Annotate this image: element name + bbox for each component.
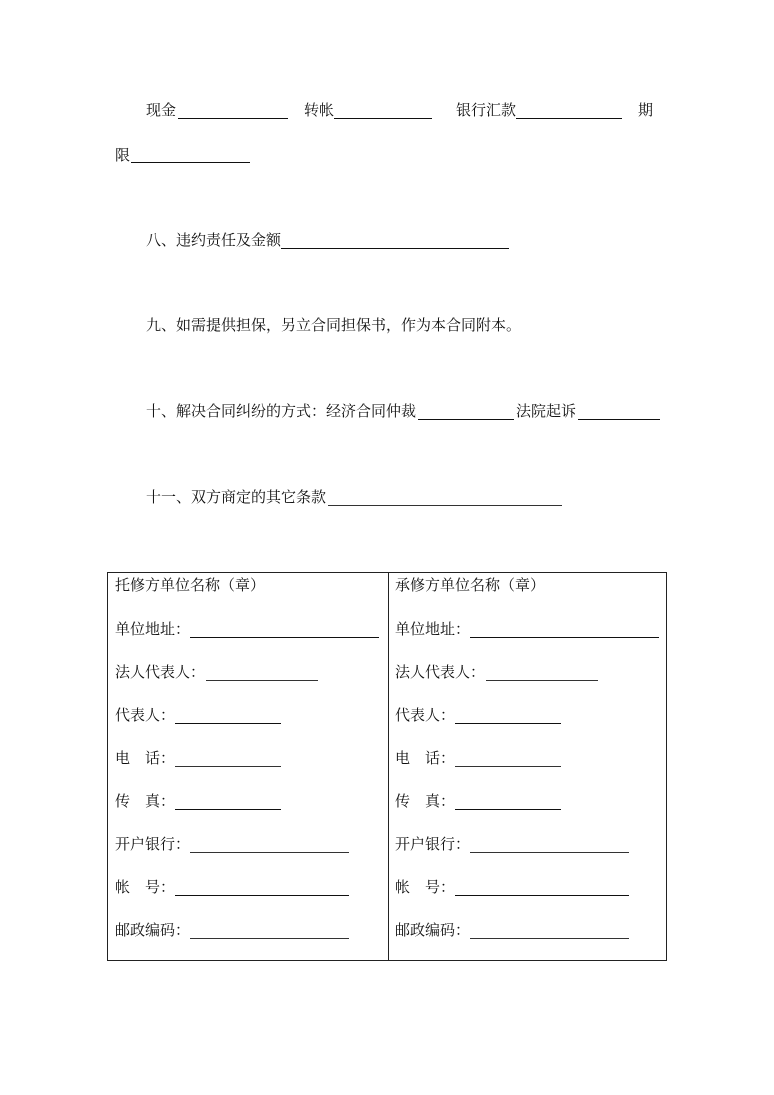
client-account-field[interactable] [175, 895, 349, 896]
client-fax-label: 传 真： [115, 792, 176, 810]
contractor-postcode-label: 邮政编码： [395, 921, 471, 939]
term-label-part1: 期 [638, 101, 654, 119]
court-label: 法院起诉 [516, 402, 577, 420]
contractor-address-field[interactable] [470, 637, 659, 638]
term-label-part2: 限 [115, 146, 131, 164]
arbitration-blank[interactable] [418, 419, 514, 420]
contractor-bank-label: 开户银行： [395, 835, 471, 853]
contractor-bank-field[interactable] [470, 852, 629, 853]
court-blank[interactable] [578, 419, 660, 420]
cash-blank[interactable] [178, 118, 288, 119]
client-phone-field[interactable] [175, 766, 281, 767]
contractor-address-label: 单位地址： [395, 620, 471, 638]
clause-10-text: 十、解决合同纠纷的方式：经济合同仲裁 [146, 402, 417, 420]
contractor-legal-rep-label: 法人代表人： [395, 663, 486, 681]
contractor-rep-label: 代表人： [395, 706, 456, 724]
contractor-phone-label: 电 话： [395, 749, 456, 767]
bank-remit-label: 银行汇款 [456, 101, 517, 119]
client-postcode-label: 邮政编码： [115, 921, 191, 939]
contractor-title: 承修方单位名称（章） [395, 576, 546, 594]
client-title: 托修方单位名称（章） [115, 576, 266, 594]
contractor-phone-field[interactable] [455, 766, 561, 767]
clause-8-text: 八、违约责任及金额 [146, 231, 282, 249]
client-column [108, 573, 387, 960]
client-phone-label: 电 话： [115, 749, 176, 767]
client-postcode-field[interactable] [190, 938, 349, 939]
client-legal-rep-field[interactable] [206, 680, 318, 681]
client-fax-field[interactable] [175, 809, 281, 810]
client-address-field[interactable] [190, 637, 379, 638]
transfer-blank[interactable] [334, 118, 432, 119]
contractor-account-field[interactable] [455, 895, 629, 896]
client-legal-rep-label: 法人代表人： [115, 663, 206, 681]
clause-11-blank[interactable] [328, 505, 562, 506]
signature-table [107, 572, 667, 961]
clause-9-text: 九、如需提供担保，另立合同担保书，作为本合同附本。 [146, 316, 522, 334]
contractor-column [388, 573, 667, 960]
client-address-label: 单位地址： [115, 620, 191, 638]
transfer-label: 转帐 [304, 101, 335, 119]
client-bank-label: 开户银行： [115, 835, 191, 853]
client-account-label: 帐 号： [115, 878, 176, 896]
term-blank[interactable] [131, 162, 250, 163]
cash-label: 现金 [146, 101, 177, 119]
clause-11-text: 十一、双方商定的其它条款 [146, 488, 327, 506]
client-rep-label: 代表人： [115, 706, 176, 724]
clause-8-blank[interactable] [281, 248, 509, 249]
contractor-account-label: 帐 号： [395, 878, 456, 896]
contractor-fax-field[interactable] [455, 809, 561, 810]
client-bank-field[interactable] [190, 852, 349, 853]
contractor-postcode-field[interactable] [470, 938, 629, 939]
contractor-rep-field[interactable] [455, 723, 561, 724]
client-rep-field[interactable] [175, 723, 281, 724]
bank-remit-blank[interactable] [516, 118, 622, 119]
contractor-legal-rep-field[interactable] [486, 680, 598, 681]
contractor-fax-label: 传 真： [395, 792, 456, 810]
